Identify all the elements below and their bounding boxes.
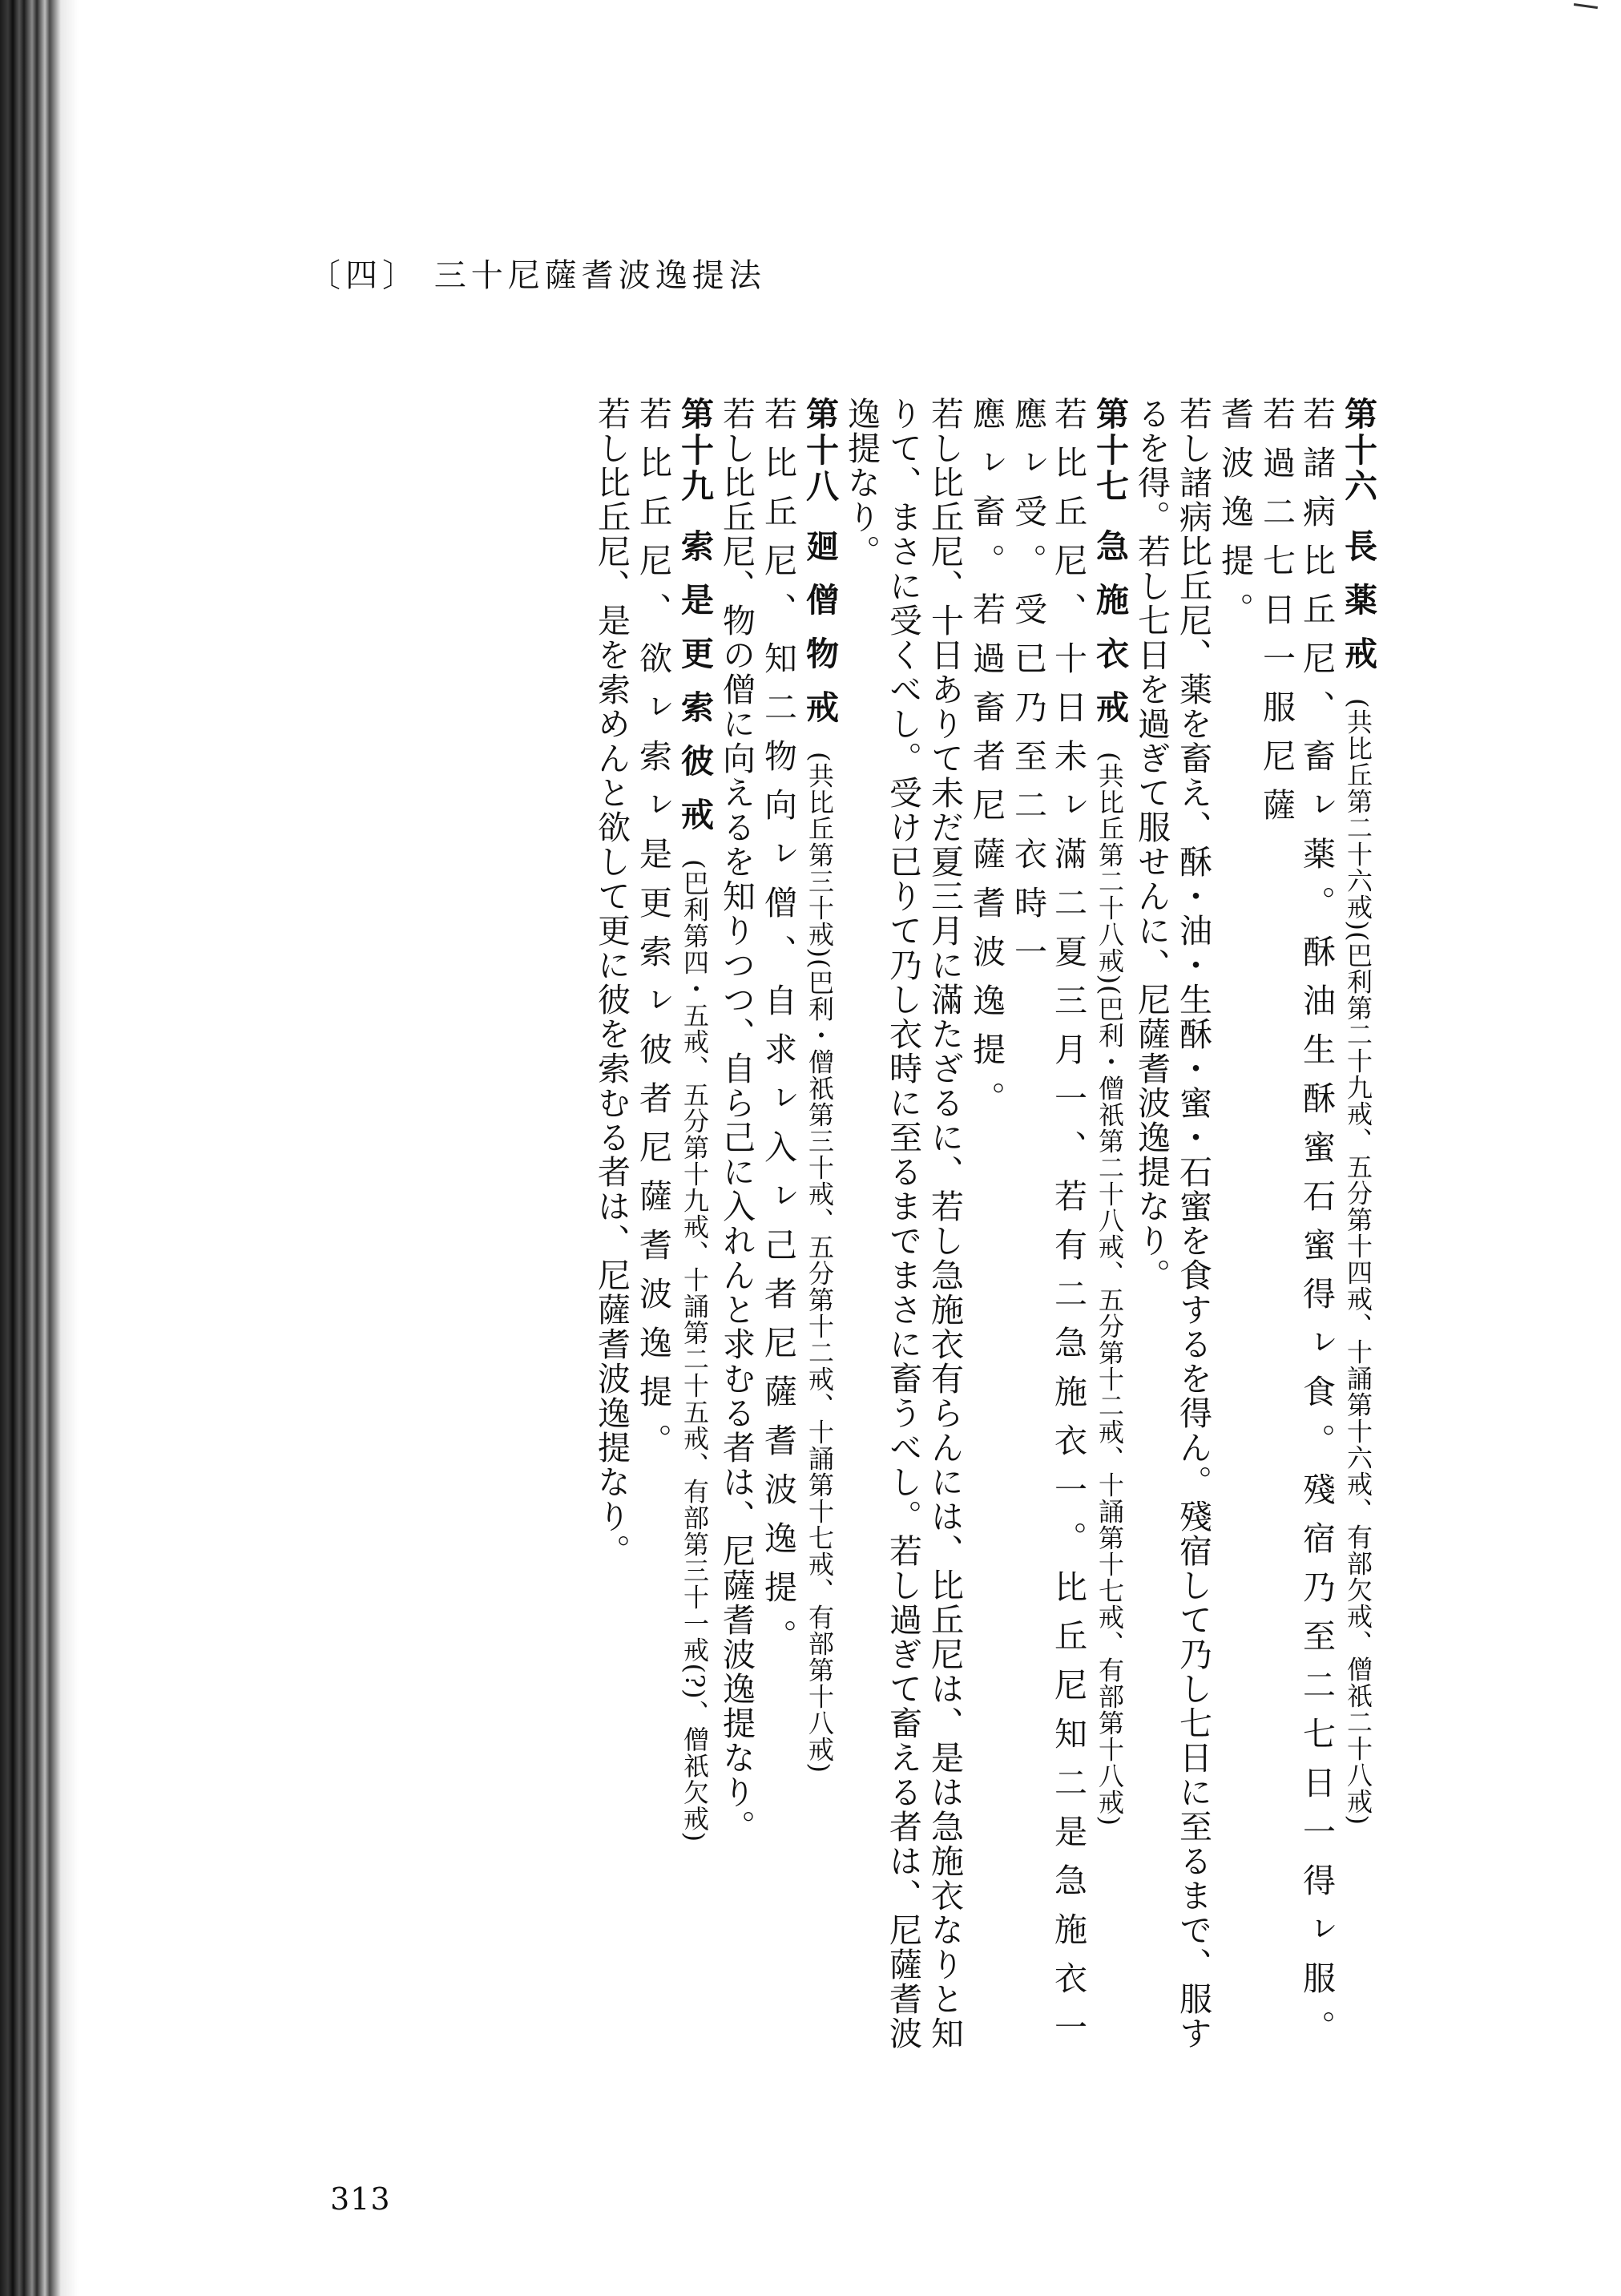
rule-name: 索是更索彼戒 [675,529,714,851]
rule-number: 第十七 [1091,397,1129,505]
rule-name: 長薬戒 [1339,529,1377,690]
reading-line: 若し比丘尼、物の僧に向えるを知りつつ、自ら己に入れんと求むる者は、尼薩耆波逸提なり。 [717,397,756,1844]
rule-number: 第十九 [675,397,714,505]
kanbun-line: 若比丘尼、十日未ㇾ滿二夏三月一、若有二急施衣一。比丘尼知二是急施衣一應ㇾ受。受已乃至二衣時一 [1009,397,1087,2059]
kanbun-line: 若諸病比丘尼、畜ㇾ薬。酥油生酥蜜石蜜得ㇾ食。殘宿乃至二七日一得ㇾ服。若過二七日一服尼薩 [1257,397,1336,2059]
vertical-text-block [272,397,1378,2096]
rule-references: (巴利第四・五戒、五分第十九戒、十誦第二十五戒、有部第三十一戒(?)、僧祇欠戒) [679,859,710,1843]
page-number: 313 [330,2181,391,2217]
reading-line: 若し比丘尼、是を索めんと欲して更に彼を索むる者は、尼薩耆波逸提なり。 [592,397,631,1568]
kanbun-line: 若比丘尼、知二物向ㇾ僧、自求ㇾ入ㇾ己者尼薩耆波逸提。 [759,397,797,1668]
rule-number: 第十八 [800,397,839,505]
rule-number: 第十六 [1339,397,1377,505]
rule-references: (共比丘第二十八戒)(巴利・僧祇第二十八戒、五分第十二戒、十誦第十七戒、有部第十八戒) [1095,752,1125,1826]
rule-references: (共比丘第三十戒)(巴利・僧祇第三十戒、五分第十二戒、十誦第十七戒、有部第十八戒) [804,752,835,1773]
rule-heading-19 [675,397,715,2096]
kanbun-line: 若比丘尼、欲ㇾ索ㇾ是更索ㇾ彼者尼薩耆波逸提。 [634,397,672,1472]
reading-line: りて、まさに受くべし。受け已りて乃し衣時に至るまでまさに畜うべし。若し過ぎて畜える者は、尼薩耆波 [884,397,922,2051]
rule-heading-18 [800,397,840,2096]
reading-line: 若し比丘尼、十日ありて未だ夏三月に滿たざるに、若し急施衣有らんには、比丘尼は、是は急施衣なりと知 [925,397,964,2051]
kanbun-line: 耆波逸提。 [1216,397,1254,641]
rule-heading-17 [1090,397,1130,2096]
kanbun-line: 應ㇾ畜。若過畜者尼薩耆波逸提。 [967,397,1006,1130]
reading-line: 逸提なり。 [842,397,881,569]
reading-line: るを得。若し七日を過ぎて服せんに、尼薩耆波逸提なり。 [1132,397,1171,1293]
book-binding-shadow [0,0,79,2296]
scan-mark [1572,3,1598,20]
rule-heading-16 [1338,397,1378,2096]
rule-references: (共比丘第二十六戒)(巴利第二十九戒、五分第十四戒、十誦第十六戒、有部欠戒、僧祇二十八戒) [1343,698,1373,1826]
rule-name: 急施衣戒 [1091,529,1129,744]
reading-line: 若し諸病比丘尼、薬を畜え、酥・油・生酥・蜜・石蜜を食するを得ん。殘宿して乃し七日に至るまで、服す [1174,397,1212,2051]
running-head: 〔四〕 三十尼薩耆波逸提法 [308,257,766,294]
rule-name: 廻僧物戒 [800,529,839,744]
